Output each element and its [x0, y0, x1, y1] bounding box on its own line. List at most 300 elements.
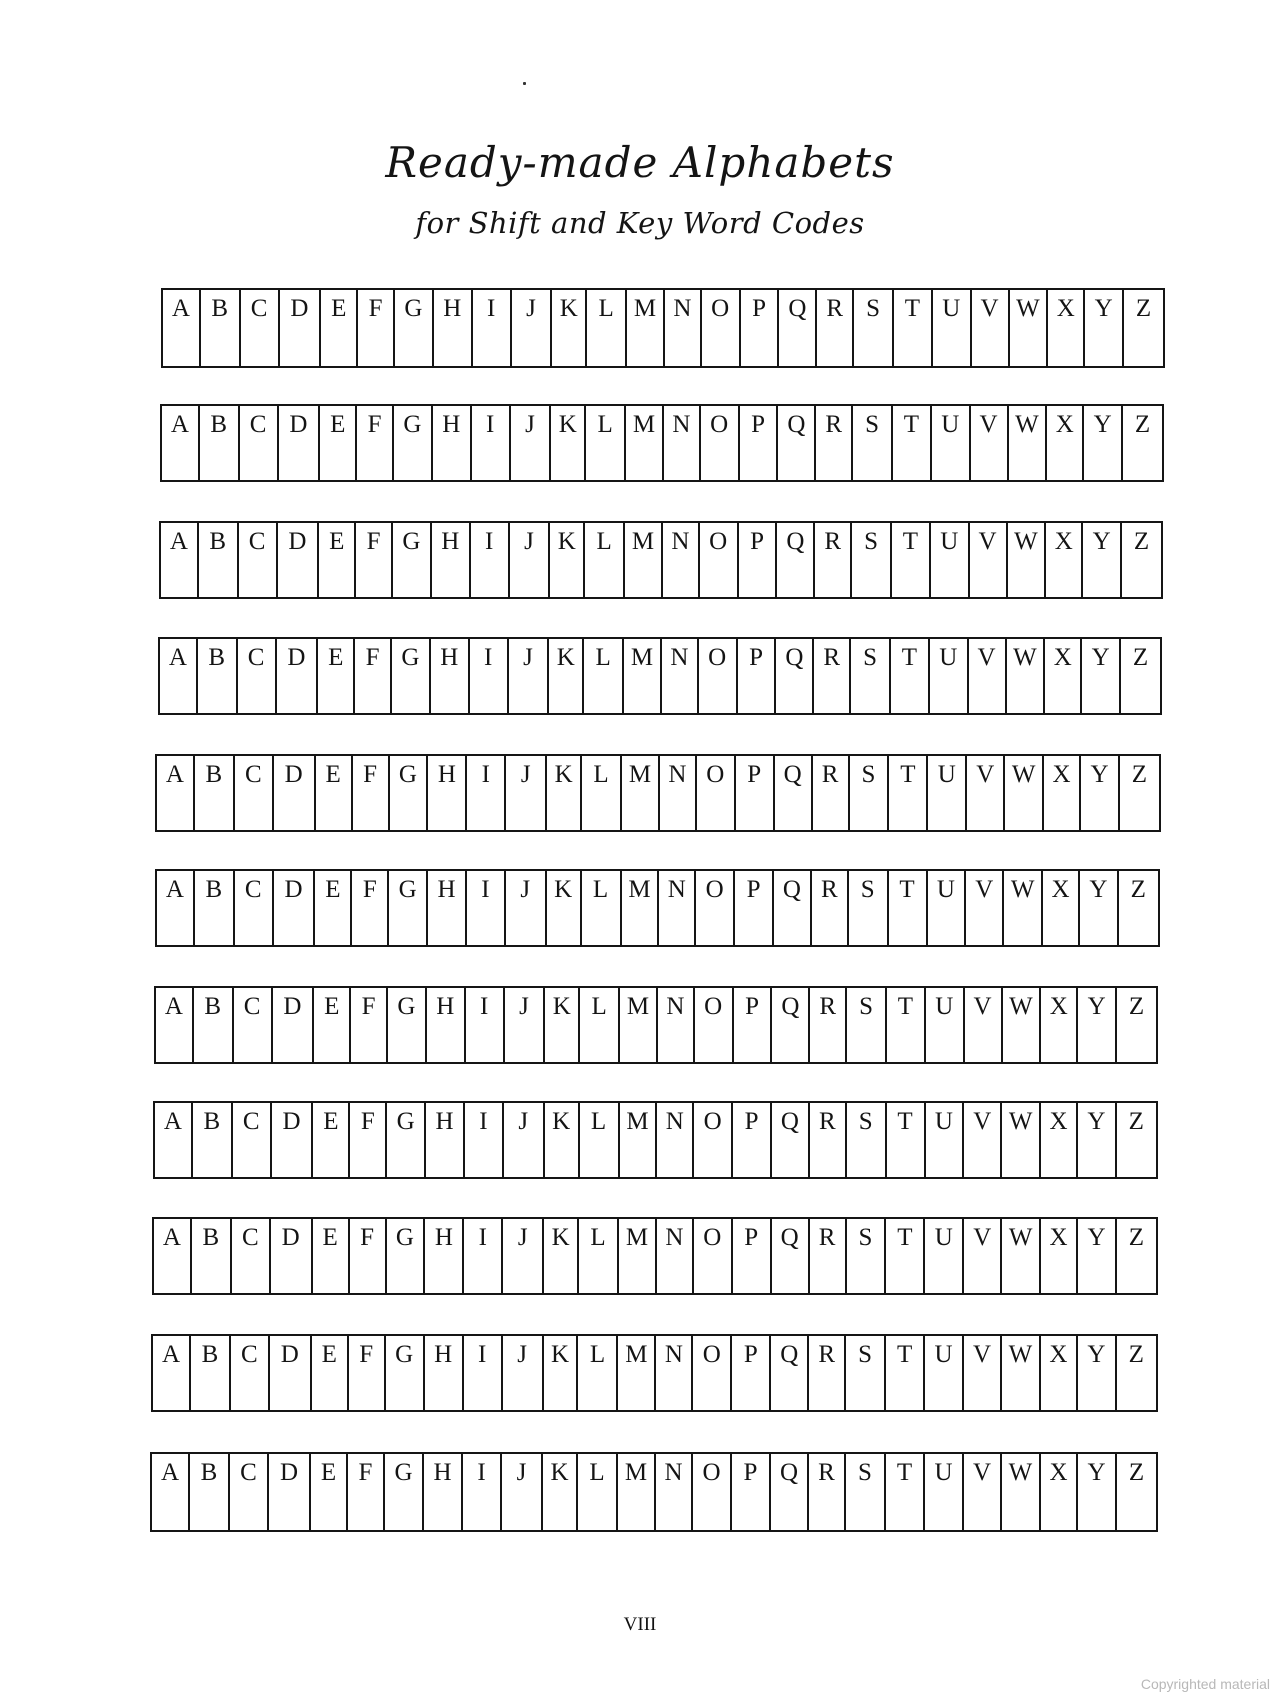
blank-cipher-cell[interactable]: [620, 1140, 658, 1177]
blank-cipher-cell[interactable]: [847, 1256, 887, 1293]
letter-cell: F: [357, 406, 394, 443]
blank-cipher-cell[interactable]: [274, 908, 316, 945]
blank-cipher-cell[interactable]: [504, 1140, 545, 1177]
blank-cipher-cell[interactable]: [320, 443, 357, 480]
blank-cipher-cell[interactable]: [626, 443, 664, 480]
blank-cipher-cell[interactable]: [190, 1492, 230, 1530]
blank-cipher-cell[interactable]: [701, 443, 740, 480]
blank-cipher-cell[interactable]: [1082, 676, 1121, 713]
blank-cipher-cell[interactable]: [464, 1256, 503, 1293]
blank-cipher-cell[interactable]: [544, 1256, 579, 1293]
blank-cipher-cell[interactable]: [1008, 560, 1047, 597]
blank-cipher-cell[interactable]: [195, 793, 235, 830]
blank-cipher-cell[interactable]: [970, 560, 1008, 597]
blank-cipher-cell[interactable]: [658, 1025, 695, 1062]
blank-cipher-cell[interactable]: [886, 1373, 925, 1410]
letter-cell: T: [889, 756, 928, 793]
blank-cipher-cell[interactable]: [389, 908, 428, 945]
blank-cipher-cell[interactable]: [889, 793, 928, 830]
blank-cipher-cell[interactable]: [350, 1140, 387, 1177]
blank-cipher-cell[interactable]: [812, 908, 849, 945]
blank-cipher-cell[interactable]: [733, 1140, 772, 1177]
blank-cipher-cell[interactable]: [582, 793, 622, 830]
blank-cipher-cell[interactable]: [1004, 908, 1043, 945]
blank-cipher-cell[interactable]: [318, 676, 355, 713]
blank-cipher-cell[interactable]: [269, 1492, 311, 1530]
blank-cipher-cell[interactable]: [316, 793, 353, 830]
blank-cipher-cell[interactable]: [193, 1140, 233, 1177]
blank-cipher-cell[interactable]: [586, 443, 626, 480]
blank-cipher-cell[interactable]: [1119, 908, 1158, 945]
blank-cipher-cell[interactable]: [584, 676, 624, 713]
blank-cipher-cell[interactable]: [886, 1492, 925, 1530]
blank-cipher-cell[interactable]: [353, 793, 390, 830]
blank-cipher-cell[interactable]: [550, 560, 585, 597]
blank-cipher-cell[interactable]: [357, 443, 394, 480]
blank-cipher-cell[interactable]: [772, 1025, 810, 1062]
blank-cipher-cell[interactable]: [740, 443, 779, 480]
blank-cipher-cell[interactable]: [154, 1256, 192, 1293]
blank-cipher-cell[interactable]: [424, 1492, 463, 1530]
blank-cipher-cell[interactable]: [505, 1025, 546, 1062]
blank-cipher-cell[interactable]: [933, 328, 972, 366]
blank-cipher-cell[interactable]: [850, 793, 890, 830]
blank-cipher-cell[interactable]: [511, 443, 552, 480]
blank-cipher-cell[interactable]: [1002, 1373, 1041, 1410]
blank-cipher-cell[interactable]: [312, 1373, 349, 1410]
blank-cipher-cell[interactable]: [1045, 676, 1082, 713]
blank-cipher-cell[interactable]: [230, 1492, 269, 1530]
blank-cipher-cell[interactable]: [1117, 1025, 1156, 1062]
blank-cipher-cell[interactable]: [163, 328, 201, 366]
blank-cipher-cell[interactable]: [466, 1025, 505, 1062]
blank-cipher-cell[interactable]: [471, 560, 510, 597]
blank-cipher-cell[interactable]: [235, 793, 274, 830]
blank-cipher-cell[interactable]: [1083, 560, 1122, 597]
plain-alphabet-row: [155, 1103, 1156, 1142]
blank-cipher-cell[interactable]: [503, 1256, 544, 1293]
blank-cipher-cell[interactable]: [846, 1492, 886, 1530]
blank-cipher-cell[interactable]: [427, 1025, 466, 1062]
blank-cipher-cell[interactable]: [1078, 1140, 1117, 1177]
blank-cipher-cell[interactable]: [506, 908, 547, 945]
blank-cipher-cell[interactable]: [355, 676, 392, 713]
blank-cipher-cell[interactable]: [544, 1373, 579, 1410]
blank-cipher-cell[interactable]: [311, 1492, 348, 1530]
blank-cipher-cell[interactable]: [738, 676, 777, 713]
blank-cipher-cell[interactable]: [425, 1373, 464, 1410]
blank-cipher-cell[interactable]: [1002, 1256, 1041, 1293]
blank-cipher-cell[interactable]: [506, 793, 547, 830]
blank-cipher-cell[interactable]: [200, 443, 240, 480]
blank-cipher-cell[interactable]: [348, 1492, 385, 1530]
blank-cipher-cell[interactable]: [351, 1025, 388, 1062]
blank-cipher-cell[interactable]: [699, 676, 738, 713]
blank-cipher-cell[interactable]: [778, 443, 816, 480]
blank-cipher-cell[interactable]: [887, 1140, 926, 1177]
blank-cipher-cell[interactable]: [1081, 793, 1120, 830]
blank-cipher-cell[interactable]: [278, 560, 320, 597]
letter-cell: M: [618, 1336, 656, 1373]
blank-cipher-cell[interactable]: [543, 1492, 578, 1530]
blank-cipher-cell[interactable]: [356, 560, 393, 597]
blank-cipher-cell[interactable]: [432, 560, 471, 597]
blank-cipher-cell[interactable]: [467, 908, 506, 945]
blank-cipher-cell[interactable]: [234, 1025, 273, 1062]
blank-cipher-cell[interactable]: [931, 560, 970, 597]
blank-cipher-cell[interactable]: [552, 328, 587, 366]
blank-cipher-cell[interactable]: [271, 1256, 313, 1293]
blank-cipher-cell[interactable]: [813, 793, 850, 830]
blank-cipher-cell[interactable]: [624, 676, 662, 713]
blank-cipher-cell[interactable]: [580, 1025, 620, 1062]
blank-cipher-cell[interactable]: [810, 1140, 847, 1177]
blank-cipher-cell[interactable]: [385, 1492, 424, 1530]
blank-cipher-cell[interactable]: [463, 1492, 502, 1530]
blank-cipher-cell[interactable]: [777, 560, 815, 597]
blank-cipher-cell[interactable]: [545, 1140, 580, 1177]
letter-cell: L: [582, 756, 622, 793]
blank-cipher-cell[interactable]: [664, 443, 701, 480]
blank-cipher-cell[interactable]: [231, 1373, 270, 1410]
blank-cipher-cell[interactable]: [434, 328, 473, 366]
blank-cipher-cell[interactable]: [619, 1256, 657, 1293]
blank-cipher-cell[interactable]: [394, 443, 433, 480]
blank-cipher-cell[interactable]: [585, 560, 625, 597]
blank-cipher-cell[interactable]: [465, 1140, 504, 1177]
blank-cipher-cell[interactable]: [1120, 793, 1159, 830]
blank-cipher-cell[interactable]: [545, 1025, 580, 1062]
blank-cipher-cell[interactable]: [925, 1256, 964, 1293]
blank-cipher-cell[interactable]: [319, 560, 356, 597]
blank-cipher-cell[interactable]: [734, 1025, 773, 1062]
blank-cipher-cell[interactable]: [891, 676, 930, 713]
blank-cipher-cell[interactable]: [774, 908, 812, 945]
blank-cipher-cell[interactable]: [1080, 908, 1119, 945]
blank-cipher-cell[interactable]: [814, 676, 851, 713]
blank-cipher-cell[interactable]: [967, 793, 1005, 830]
blank-cipher-cell[interactable]: [390, 793, 429, 830]
blank-cipher-cell[interactable]: [313, 1256, 350, 1293]
blank-cipher-cell[interactable]: [280, 328, 322, 366]
blank-cipher-cell[interactable]: [964, 1492, 1002, 1530]
blank-cipher-cell[interactable]: [191, 1373, 231, 1410]
blank-cipher-cell[interactable]: [587, 328, 627, 366]
blank-cipher-cell[interactable]: [392, 676, 431, 713]
blank-cipher-cell[interactable]: [350, 1256, 387, 1293]
blank-cipher-cell[interactable]: [776, 676, 814, 713]
blank-cipher-cell[interactable]: [1078, 1256, 1117, 1293]
blank-cipher-cell[interactable]: [656, 1492, 693, 1530]
blank-cipher-cell[interactable]: [198, 676, 238, 713]
blank-cipher-cell[interactable]: [1041, 1025, 1078, 1062]
blank-cipher-cell[interactable]: [428, 908, 467, 945]
blank-cipher-cell[interactable]: [472, 443, 511, 480]
blank-cipher-cell[interactable]: [930, 676, 969, 713]
blank-cipher-cell[interactable]: [578, 1492, 618, 1530]
blank-cipher-cell[interactable]: [1003, 1025, 1042, 1062]
blank-cipher-cell[interactable]: [1078, 1025, 1117, 1062]
blank-cipher-cell[interactable]: [889, 908, 928, 945]
blank-cipher-cell[interactable]: [431, 676, 470, 713]
blank-cipher-cell[interactable]: [1123, 443, 1162, 480]
blank-cipher-cell[interactable]: [741, 328, 780, 366]
blank-cipher-cell[interactable]: [817, 328, 854, 366]
blank-cipher-cell[interactable]: [851, 676, 891, 713]
blank-cipher-cell[interactable]: [809, 1492, 846, 1530]
blank-cipher-cell[interactable]: [1122, 560, 1161, 597]
blank-cipher-cell[interactable]: [665, 328, 702, 366]
blank-cipher-cell[interactable]: [847, 1025, 887, 1062]
blank-cipher-cell[interactable]: [772, 1256, 810, 1293]
blank-cipher-cell[interactable]: [733, 1256, 772, 1293]
blank-cipher-cell[interactable]: [892, 560, 931, 597]
blank-cipher-cell[interactable]: [695, 1025, 734, 1062]
blank-cipher-cell[interactable]: [656, 1373, 693, 1410]
letter-cell: C: [239, 523, 278, 560]
blank-cipher-cell[interactable]: [313, 1140, 350, 1177]
blank-cipher-cell[interactable]: [579, 1256, 619, 1293]
blank-cipher-cell[interactable]: [502, 1492, 543, 1530]
blank-cipher-cell[interactable]: [1041, 1492, 1078, 1530]
blank-cipher-cell[interactable]: [512, 328, 553, 366]
blank-cipher-cell[interactable]: [969, 676, 1007, 713]
blank-cipher-cell[interactable]: [693, 1373, 732, 1410]
blank-cipher-cell[interactable]: [578, 1373, 618, 1410]
blank-cipher-cell[interactable]: [815, 560, 852, 597]
blank-cipher-cell[interactable]: [700, 560, 739, 597]
blank-cipher-cell[interactable]: [1084, 443, 1123, 480]
blank-cipher-cell[interactable]: [160, 676, 198, 713]
blank-cipher-cell[interactable]: [732, 1373, 771, 1410]
blank-cipher-cell[interactable]: [887, 1025, 926, 1062]
blank-cipher-cell[interactable]: [1005, 793, 1044, 830]
blank-cipher-cell[interactable]: [663, 560, 700, 597]
blank-cipher-cell[interactable]: [155, 1140, 193, 1177]
blank-cipher-cell[interactable]: [195, 908, 235, 945]
blank-cipher-cell[interactable]: [1009, 443, 1048, 480]
blank-cipher-cell[interactable]: [816, 443, 853, 480]
blank-cipher-cell[interactable]: [1117, 1373, 1156, 1410]
blank-cipher-cell[interactable]: [810, 1256, 847, 1293]
blank-cipher-cell[interactable]: [387, 1140, 426, 1177]
blank-cipher-cell[interactable]: [732, 1492, 771, 1530]
blank-cipher-cell[interactable]: [1007, 676, 1046, 713]
letter-cell: N: [656, 1336, 693, 1373]
blank-cipher-cell[interactable]: [199, 560, 239, 597]
blank-cipher-cell[interactable]: [1117, 1140, 1156, 1177]
blank-cipher-cell[interactable]: [847, 1140, 887, 1177]
blank-cipher-cell[interactable]: [464, 1373, 503, 1410]
blank-cipher-cell[interactable]: [426, 1140, 465, 1177]
blank-cipher-cell[interactable]: [428, 793, 467, 830]
blank-cipher-cell[interactable]: [886, 1256, 925, 1293]
blank-cipher-cell[interactable]: [321, 328, 358, 366]
blank-cipher-cell[interactable]: [853, 443, 893, 480]
blank-cipher-cell[interactable]: [966, 908, 1004, 945]
blank-cipher-cell[interactable]: [352, 908, 389, 945]
blank-cipher-cell[interactable]: [277, 676, 319, 713]
letter-cell: C: [235, 871, 274, 908]
blank-cipher-cell[interactable]: [272, 1140, 314, 1177]
blank-cipher-cell[interactable]: [1078, 1492, 1117, 1530]
blank-cipher-cell[interactable]: [627, 328, 665, 366]
blank-cipher-cell[interactable]: [852, 560, 892, 597]
letter-cell: F: [358, 290, 395, 328]
blank-cipher-cell[interactable]: [425, 1256, 464, 1293]
blank-cipher-cell[interactable]: [694, 1256, 733, 1293]
blank-cipher-cell[interactable]: [358, 328, 395, 366]
blank-cipher-cell[interactable]: [932, 443, 971, 480]
blank-cipher-cell[interactable]: [393, 560, 432, 597]
blank-cipher-cell[interactable]: [622, 793, 660, 830]
blank-cipher-cell[interactable]: [771, 1373, 809, 1410]
blank-cipher-cell[interactable]: [156, 1025, 194, 1062]
blank-cipher-cell[interactable]: [697, 793, 736, 830]
blank-cipher-cell[interactable]: [693, 1492, 732, 1530]
blank-cipher-cell[interactable]: [582, 908, 622, 945]
blank-cipher-cell[interactable]: [549, 676, 584, 713]
blank-cipher-cell[interactable]: [510, 560, 551, 597]
blank-cipher-cell[interactable]: [473, 328, 512, 366]
blank-cipher-cell[interactable]: [467, 793, 506, 830]
blank-cipher-cell[interactable]: [433, 443, 472, 480]
blank-cipher-cell[interactable]: [618, 1373, 656, 1410]
plain-alphabet-row: [160, 639, 1160, 678]
blank-cipher-cell[interactable]: [1044, 793, 1081, 830]
blank-cipher-cell[interactable]: [232, 1256, 271, 1293]
blank-cipher-cell[interactable]: [925, 1492, 964, 1530]
blank-cipher-cell[interactable]: [503, 1373, 544, 1410]
blank-cipher-cell[interactable]: [620, 1025, 658, 1062]
blank-cipher-cell[interactable]: [279, 443, 321, 480]
blank-cipher-cell[interactable]: [657, 1256, 694, 1293]
blank-cipher-cell[interactable]: [314, 1025, 351, 1062]
blank-cipher-cell[interactable]: [926, 1140, 965, 1177]
blank-cipher-cell[interactable]: [694, 1140, 733, 1177]
blank-cipher-cell[interactable]: [739, 560, 778, 597]
blank-cipher-cell[interactable]: [772, 1140, 810, 1177]
blank-cipher-cell[interactable]: [551, 443, 586, 480]
letter-cell: U: [926, 1103, 965, 1140]
blank-cipher-cell[interactable]: [809, 1373, 846, 1410]
blank-cipher-cell[interactable]: [315, 908, 352, 945]
blank-cipher-cell[interactable]: [1043, 908, 1080, 945]
blank-cipher-cell[interactable]: [153, 1373, 191, 1410]
blank-cipher-cell[interactable]: [388, 1025, 427, 1062]
blank-cipher-cell[interactable]: [1124, 328, 1163, 366]
blank-cipher-cell[interactable]: [735, 908, 774, 945]
blank-cipher-cell[interactable]: [1121, 676, 1160, 713]
blank-cipher-cell[interactable]: [233, 1140, 272, 1177]
blank-cipher-cell[interactable]: [702, 328, 741, 366]
letter-cell: S: [846, 1336, 886, 1373]
blank-cipher-cell[interactable]: [192, 1256, 232, 1293]
blank-cipher-cell[interactable]: [386, 1373, 425, 1410]
blank-cipher-cell[interactable]: [270, 1373, 312, 1410]
blank-cipher-cell[interactable]: [618, 1492, 656, 1530]
blank-cipher-cell[interactable]: [1046, 560, 1083, 597]
blank-cipher-cell[interactable]: [238, 676, 277, 713]
blank-cipher-cell[interactable]: [1041, 1373, 1078, 1410]
blank-cipher-cell[interactable]: [241, 328, 280, 366]
blank-cipher-cell[interactable]: [161, 560, 199, 597]
blank-cipher-cell[interactable]: [696, 908, 735, 945]
blank-cipher-cell[interactable]: [893, 443, 932, 480]
blank-cipher-cell[interactable]: [547, 908, 582, 945]
blank-cipher-cell[interactable]: [157, 793, 195, 830]
blank-cipher-cell[interactable]: [660, 793, 697, 830]
blank-cipher-cell[interactable]: [387, 1256, 426, 1293]
blank-cipher-cell[interactable]: [964, 1256, 1002, 1293]
blank-cipher-cell[interactable]: [274, 793, 316, 830]
blank-cipher-cell[interactable]: [201, 328, 241, 366]
letter-cell: I: [464, 1336, 503, 1373]
blank-cipher-cell[interactable]: [1117, 1492, 1156, 1530]
blank-cipher-cell[interactable]: [1048, 328, 1085, 366]
blank-cipher-cell[interactable]: [470, 676, 509, 713]
blank-cipher-cell[interactable]: [157, 908, 195, 945]
blank-cipher-cell[interactable]: [1047, 443, 1084, 480]
blank-cipher-cell[interactable]: [964, 1140, 1002, 1177]
blank-cipher-cell[interactable]: [662, 676, 699, 713]
blank-cipher-cell[interactable]: [1010, 328, 1049, 366]
blank-cipher-cell[interactable]: [928, 908, 967, 945]
blank-cipher-cell[interactable]: [1078, 1373, 1117, 1410]
blank-cipher-cell[interactable]: [240, 443, 279, 480]
blank-cipher-cell[interactable]: [1002, 1492, 1041, 1530]
blank-cipher-cell[interactable]: [971, 443, 1009, 480]
blank-cipher-cell[interactable]: [1041, 1140, 1078, 1177]
blank-cipher-cell[interactable]: [273, 1025, 315, 1062]
blank-cipher-cell[interactable]: [657, 1140, 694, 1177]
blank-cipher-cell[interactable]: [775, 793, 813, 830]
blank-cipher-cell[interactable]: [972, 328, 1010, 366]
blank-cipher-cell[interactable]: [965, 1025, 1003, 1062]
blank-cipher-cell[interactable]: [925, 1373, 964, 1410]
blank-cipher-cell[interactable]: [1041, 1256, 1078, 1293]
letter-cell: C: [230, 1454, 269, 1492]
blank-cipher-cell[interactable]: [771, 1492, 809, 1530]
blank-cipher-cell[interactable]: [736, 793, 775, 830]
blank-cipher-cell[interactable]: [547, 793, 582, 830]
blank-cipher-cell[interactable]: [625, 560, 663, 597]
blank-cipher-cell[interactable]: [1002, 1140, 1041, 1177]
blank-cipher-cell[interactable]: [926, 1025, 965, 1062]
blank-cipher-cell[interactable]: [239, 560, 278, 597]
blank-cipher-cell[interactable]: [509, 676, 550, 713]
blank-cipher-cell[interactable]: [779, 328, 817, 366]
blank-cipher-cell[interactable]: [849, 908, 889, 945]
blank-cipher-cell[interactable]: [152, 1492, 190, 1530]
blank-cipher-cell[interactable]: [854, 328, 894, 366]
blank-cipher-cell[interactable]: [659, 908, 696, 945]
blank-cipher-cell[interactable]: [964, 1373, 1002, 1410]
blank-cipher-cell[interactable]: [810, 1025, 847, 1062]
blank-cipher-cell[interactable]: [928, 793, 967, 830]
blank-cipher-cell[interactable]: [622, 908, 660, 945]
blank-cipher-cell[interactable]: [349, 1373, 386, 1410]
blank-cipher-cell[interactable]: [580, 1140, 620, 1177]
blank-cipher-cell[interactable]: [1085, 328, 1124, 366]
blank-cipher-cell[interactable]: [235, 908, 274, 945]
blank-cipher-cell[interactable]: [1117, 1256, 1156, 1293]
blank-cipher-cell[interactable]: [395, 328, 434, 366]
blank-cipher-cell[interactable]: [894, 328, 933, 366]
blank-cipher-cell[interactable]: [162, 443, 200, 480]
blank-cipher-cell[interactable]: [194, 1025, 234, 1062]
blank-cipher-cell[interactable]: [846, 1373, 886, 1410]
